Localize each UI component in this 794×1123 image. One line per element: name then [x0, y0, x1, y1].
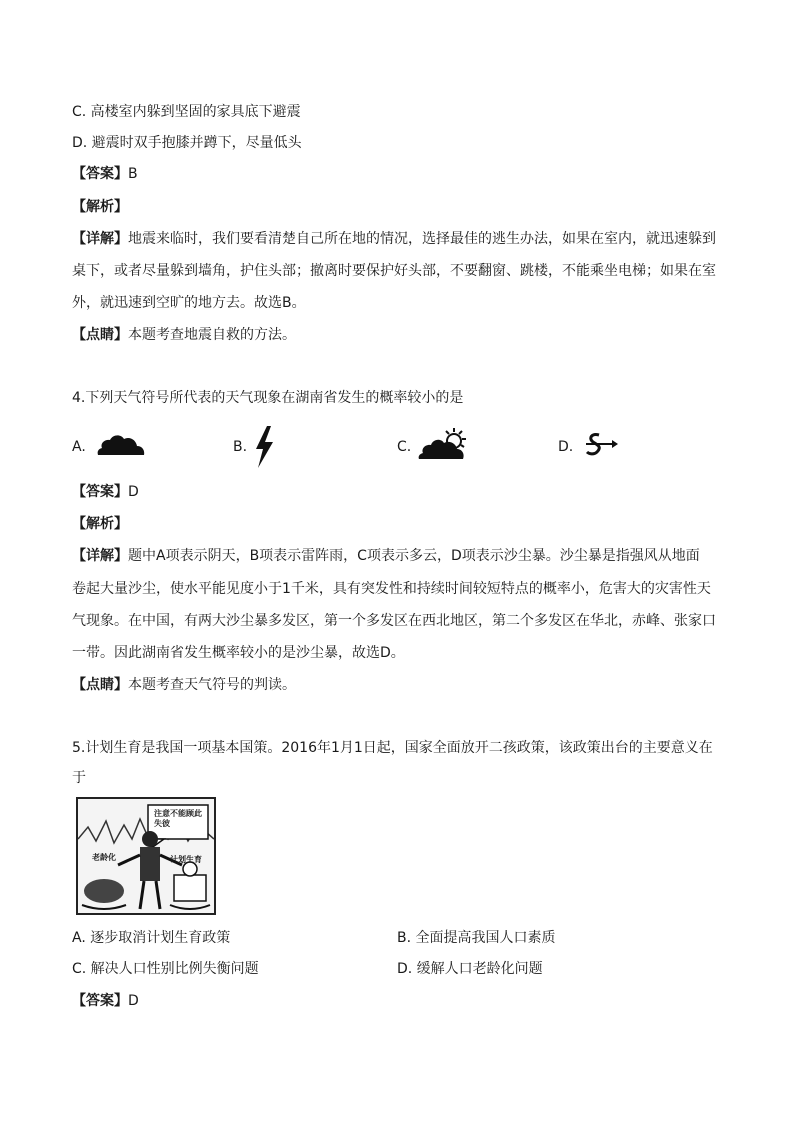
q5-answer: [72, 992, 139, 1010]
q3-analysis-heading: [72, 198, 128, 216]
q4-stem: 4.下列天气符号所代表的天气现象在湖南省发生的概率较小的是: [72, 390, 464, 406]
q4-detail-line-3: 气现象。在中国，有两大沙尘暴多发区，第一个多发区在西北地区，第二个多发区在华北，赤峰、张家口: [72, 613, 716, 629]
answer-value: D: [128, 484, 139, 500]
q4-option-d-label: D.: [558, 439, 574, 455]
comment-label: 【点睛】: [72, 677, 128, 693]
comment-text: 本题考查天气符号的判读。: [128, 677, 296, 693]
q3-option-d: D. 避震时双手抱膝并蹲下，尽量低头: [72, 135, 302, 151]
q4-analysis-heading: [72, 515, 128, 533]
q3-detail-line-2: 桌下，或者尽量躲到墙角，护住头部；撤离时要保护好头部，不要翻窗、跳楼，不能乘坐电梯；如果在室: [72, 263, 716, 279]
q4-comment: [72, 676, 296, 694]
q4-detail-line-4: 一带。因此湖南省发生概率较小的是沙尘暴，故选D。: [72, 645, 405, 661]
q3-detail-line-3: 外，就迅速到空旷的地方去。故选B。: [72, 295, 306, 311]
q5-option-c: C. 解决人口性别比例失衡问题: [72, 961, 259, 977]
q3-answer: [72, 165, 138, 183]
answer-label: 【答案】: [72, 166, 128, 182]
partly-cloudy-icon: [418, 426, 470, 462]
lightning-icon: [252, 425, 276, 469]
q3-detail-line-1: [72, 230, 716, 248]
q5-stem-line-1: 5.计划生育是我国一项基本国策。2016年1月1日起，国家全面放开二孩政策，该政策出台的主要意义在: [72, 740, 713, 756]
q4-answer: [72, 483, 139, 501]
q5-option-d: D. 缓解人口老龄化问题: [397, 961, 543, 977]
answer-label: 【答案】: [72, 993, 128, 1009]
comment-label: 【点睛】: [72, 327, 128, 343]
q3-comment: [72, 326, 296, 344]
comment-text: 本题考查地震自救的方法。: [128, 327, 296, 343]
q3-option-c: C. 高楼室内躲到坚固的家具底下避震: [72, 104, 301, 120]
q5-option-a: A. 逐步取消计划生育政策: [72, 930, 231, 946]
detail-label: 【详解】: [72, 548, 128, 564]
detail-text: 题中A项表示阴天，B项表示雷阵雨，C项表示多云，D项表示沙尘暴。沙尘暴是指强风从地面: [128, 548, 700, 564]
q4-option-b-label: B.: [233, 439, 248, 455]
answer-value: D: [128, 993, 139, 1009]
answer-value: B: [128, 166, 138, 182]
q4-detail-line-2: 卷起大量沙尘，使水平能见度小于1千米，具有突发性和持续时间较短特点的概率小，危害大的灾害性天: [72, 581, 711, 597]
answer-label: 【答案】: [72, 484, 128, 500]
sandstorm-icon: [584, 432, 620, 460]
overcast-cloud-icon: [96, 432, 146, 458]
q4-detail-line-1: [72, 547, 700, 565]
cartoon-label-aging: 老龄化: [92, 853, 116, 862]
detail-label: 【详解】: [72, 231, 128, 247]
analysis-label: 【解析】: [72, 516, 128, 532]
q4-option-c-label: C.: [397, 439, 412, 455]
analysis-label: 【解析】: [72, 199, 128, 215]
q5-option-b: B. 全面提高我国人口素质: [397, 930, 556, 946]
cartoon-label-family-planning: 计划生育: [170, 855, 202, 864]
policy-cartoon: [76, 797, 216, 915]
q5-stem-line-2: 于: [72, 770, 86, 786]
cartoon-bubble-text: 注意不能顾此失彼: [154, 809, 202, 828]
q4-option-a-label: A.: [72, 439, 86, 455]
detail-text: 地震来临时，我们要看清楚自己所在地的情况，选择最佳的逃生办法，如果在室内，就迅速躲到: [128, 231, 716, 247]
